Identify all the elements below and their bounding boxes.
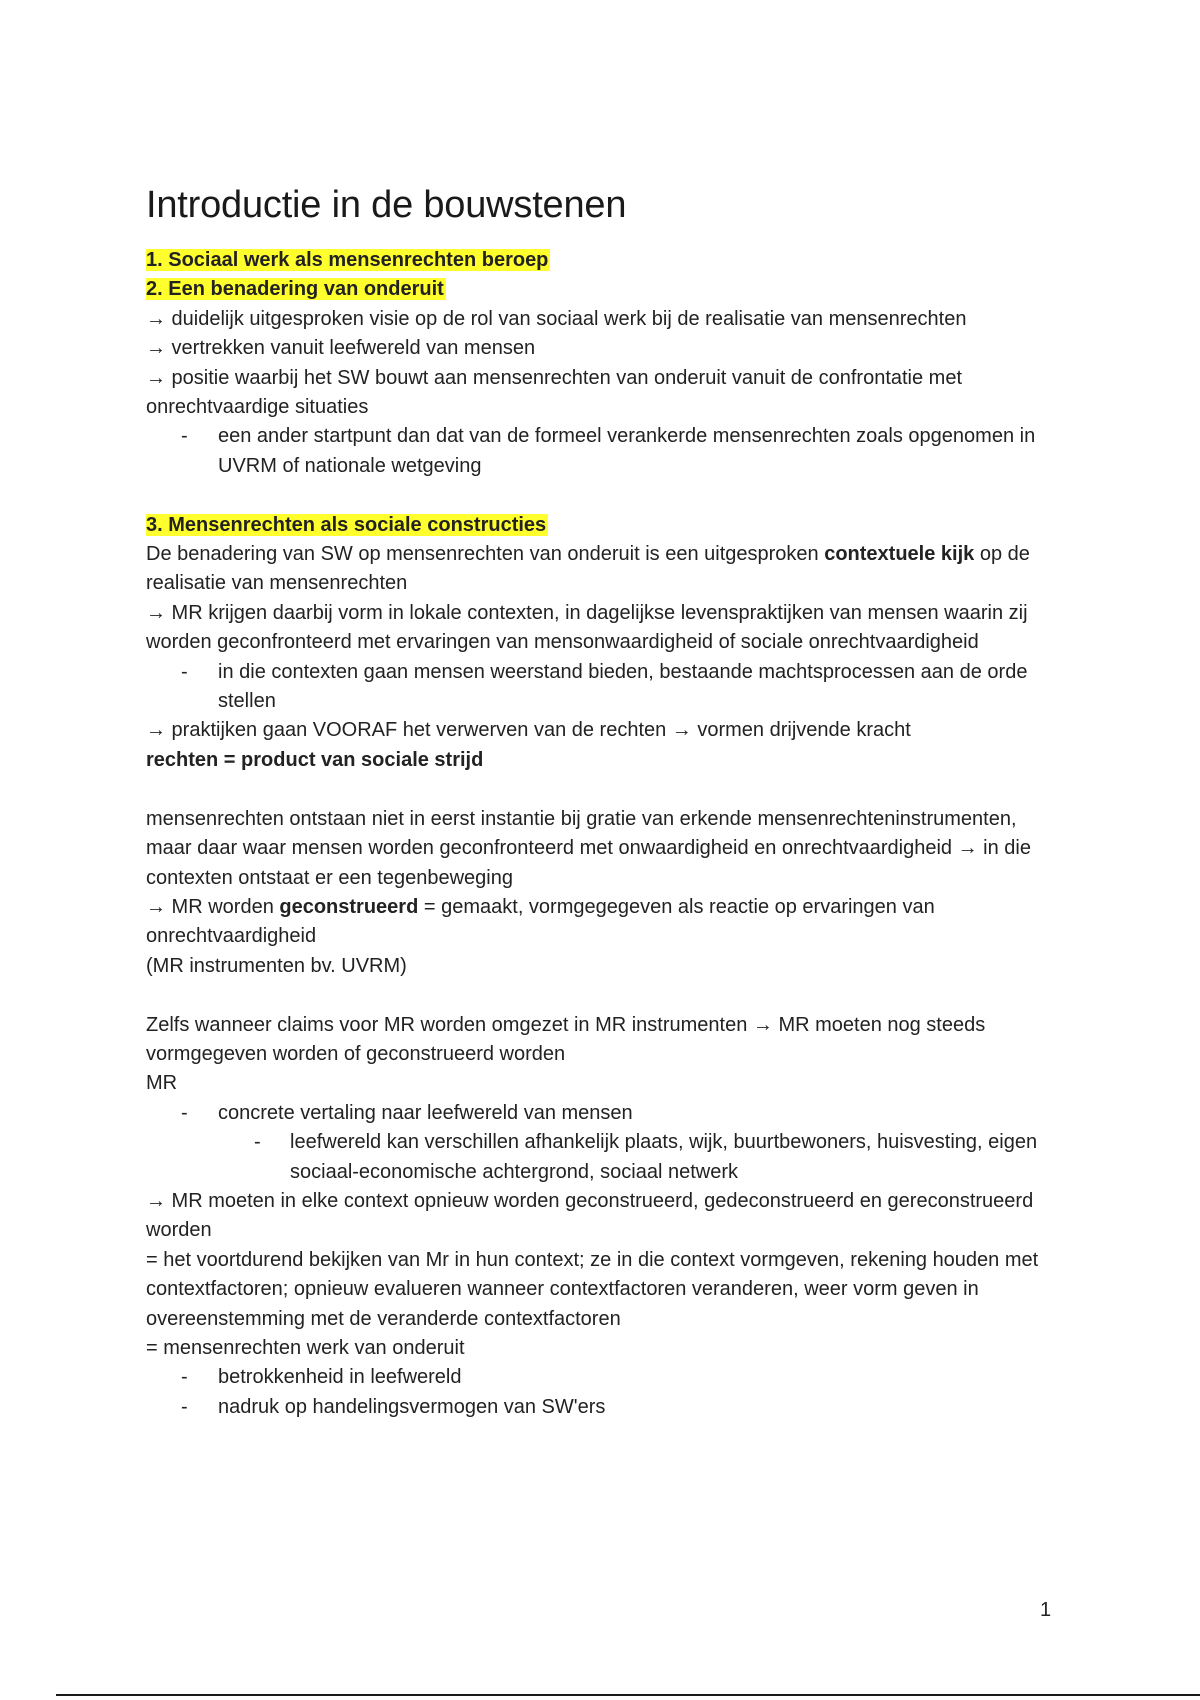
highlighted-heading: 3. Mensenrechten als sociale constructies [146,513,547,536]
section-heading-3 [146,511,1066,540]
paragraph: → duidelijk uitgesproken visie op de rol van sociaal werk bij de realisatie van mensenrechten [146,307,967,330]
paragraph [146,540,1066,599]
paragraph: Zelfs wanneer claims voor MR worden omgezet in MR instrumenten → MR moeten nog steeds vormgegeven worden of geconstrueerd worden [146,1013,986,1065]
bullet-item [146,1099,1066,1128]
paragraph: → praktijken gaan VOORAF het verwerven van de rechten → vormen drijvende kracht [146,719,911,742]
paragraph: → vertrekken vanuit leefwereld van mensen [146,337,536,360]
paragraph: → positie waarbij het SW bouwt aan mensenrechten van onderuit vanuit de confrontatie met onrechtvaardige situaties [146,366,963,419]
dash-marker: - [181,425,188,448]
highlighted-heading: 1. Sociaal werk als mensenrechten beroep [146,249,549,271]
paragraph: mensenrechten ontstaan niet in eerst instantie bij gratie van erkende mensenrechteninstrumenten, maar daar waar mensen worden geconfronteerd met onwaardigheid en onrechtvaardigheid → in die contexten ontstaat er een tegenbeweging [146,807,1031,889]
page-divider [56,1694,1200,1696]
bullet-item [146,422,1066,481]
text-run: op de realisatie van mensenrechten [146,543,1030,595]
document-page [146,182,1066,1422]
text-run: De benadering van SW op mensenrechten van onderuit is een uitgesproken [146,543,825,566]
paragraph: = het voortdurend bekijken van Mr in hun context; ze in die context vormgeven, rekening houden met contextfactoren; opnieuw evalueren wanneer contextfactoren veranderen, weer vorm geven in overeenstemming met de veranderde contextfactoren [146,1248,1039,1330]
bullet-item [146,1363,1066,1392]
spacer [146,981,1066,1010]
text-run: → MR worden [146,895,280,918]
bullet-text: concrete vertaling naar leefwereld van mensen [218,1101,633,1124]
section-heading-2 [146,275,1066,304]
bullet-text: betrokkenheid in leefwereld [218,1366,462,1389]
paragraph [146,893,1066,952]
page-number: 1 [1040,1599,1052,1621]
paragraph: = mensenrechten werk van onderuit [146,1336,465,1359]
dash-marker: - [181,1366,188,1389]
dash-marker: - [181,1395,188,1418]
dash-marker: - [254,1131,261,1154]
bullet-item [146,1393,1066,1422]
bullet-text: nadruk op handelingsvermogen van SW'ers [218,1395,606,1418]
paragraph: → MR krijgen daarbij vorm in lokale contexten, in dagelijkse levenspraktijken van mensen waarin zij worden geconfronteerd met ervaringen van mensonwaardigheid of sociale onrechtvaardigheid [146,601,1028,654]
bold-statement: rechten = product van sociale strijd [146,748,484,771]
text-run: = gemaakt, vormgegegeven als reactie op ervaringen van onrechtvaardigheid [146,895,935,948]
dash-marker: - [181,660,188,683]
section-heading-1 [146,246,1066,275]
paragraph: → MR moeten in elke context opnieuw worden geconstrueerd, gedeconstrueerd en gereconstrueerd worden [146,1189,1034,1242]
dash-marker: - [181,1101,188,1124]
spacer [146,481,1066,510]
bullet-text: een ander startpunt dan dat van de formeel verankerde mensenrechten zoals opgenomen in UVRM of nationale wetgeving [218,425,1036,477]
paragraph: MR [146,1072,178,1095]
paragraph: (MR instrumenten bv. UVRM) [146,954,407,977]
bullet-item [146,658,1066,717]
highlighted-heading: 2. Een benadering van onderuit [146,278,444,301]
bullet-text: in die contexten gaan mensen weerstand bieden, bestaande machtsprocessen aan de orde stellen [218,660,1028,713]
sub-bullet-item [146,1128,1066,1187]
bold-text: geconstrueerd [279,895,419,918]
bullet-text: leefwereld kan verschillen afhankelijk plaats, wijk, buurtbewoners, huisvesting, eigen sociaal-economische achtergrond, sociaal netwerk [290,1131,1038,1183]
bold-text: contextuele kijk [824,543,975,566]
document-title: Introductie in de bouwstenen [146,184,627,226]
spacer [146,775,1066,804]
